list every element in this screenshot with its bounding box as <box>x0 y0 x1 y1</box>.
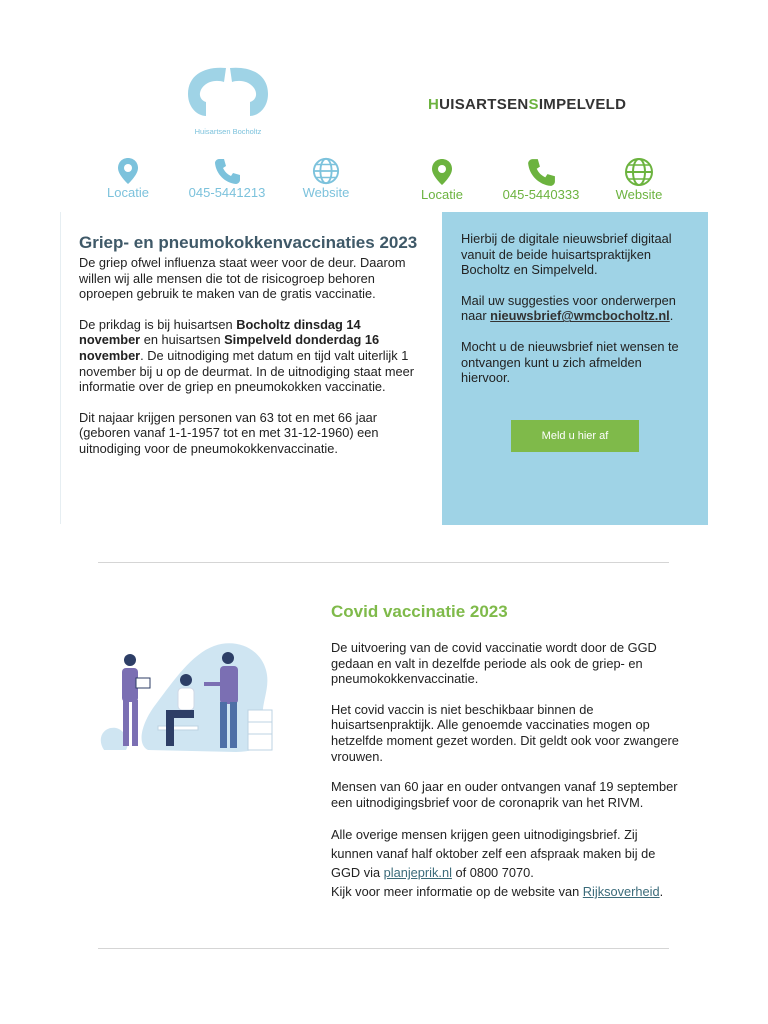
flu-article <box>79 232 424 472</box>
brand-word-impelveld: IMPELVELD <box>538 96 627 113</box>
rijksoverheid-link[interactable]: Rijksoverheid <box>582 884 660 900</box>
newsletter-email-link[interactable]: nieuwsbrief@wmcbocholtz.nl <box>490 308 670 324</box>
panel-suggestions <box>461 293 693 324</box>
text-span: . <box>669 308 674 324</box>
phone-icon <box>526 157 556 187</box>
bocholtz-logo-mark <box>186 64 270 120</box>
covid-article-p4 <box>331 825 681 901</box>
left-column-divider <box>60 212 61 524</box>
text-span: De prikdag is bij huisartsen <box>79 316 237 332</box>
panel-unsubscribe-text: Mocht u de nieuwsbrief niet wensen te ontvangen kunt u zich afmelden hiervoor. <box>461 338 679 386</box>
right-location-link[interactable] <box>414 157 470 202</box>
left-location-link[interactable] <box>100 157 156 200</box>
bocholtz-logo <box>186 64 270 134</box>
left-phone-link[interactable] <box>184 157 270 200</box>
text-span: . De uitnodiging met datum en tijd valt uiterlijk 1 november bij u op de deurmat. In de uitnodiging staat meer informatie over de griep en pneumokokken vaccinatie. <box>79 347 415 395</box>
newsletter-info-panel <box>442 212 708 525</box>
covid-article-p1: De uitvoering van de covid vaccinatie wordt door de GGD gedaan en valt in dezelfde periode als ook de griep- en pneumokokkenvaccinatie. <box>331 640 657 687</box>
left-website-link[interactable] <box>296 157 356 200</box>
text-span: of 0800 7070. <box>451 865 534 881</box>
text-span: Mail uw suggesties voor onderwerpen naar <box>461 292 676 324</box>
bocholtz-logo-caption: Huisartsen Bocholtz <box>194 127 262 136</box>
planjeprik-link[interactable]: planjeprik.nl <box>383 865 452 881</box>
covid-article-title: Covid vaccinatie 2023 <box>331 602 508 621</box>
brand-letter-s: S <box>528 96 539 113</box>
text-span: Kijk voor meer informatie op de website van <box>331 884 583 900</box>
left-website-label: Website <box>302 185 350 200</box>
right-location-label: Locatie <box>421 187 463 202</box>
globe-icon <box>311 157 341 185</box>
bocholtz-date: Bocholtz dinsdag 14 november <box>79 316 361 348</box>
flu-article-pneumo: Dit najaar krijgen personen van 63 tot en met 66 jaar (geboren vanaf 1-1-1957 tot en met 31-12-1960) een uitnodiging voor de pneumokokkenvaccinatie. <box>79 409 379 456</box>
vaccination-illustration <box>96 634 286 756</box>
simpelveld-brand <box>428 96 626 113</box>
flu-article-title: Griep- en pneumokokkenvaccinaties 2023 <box>79 233 418 252</box>
text-span: en huisartsen <box>140 332 225 348</box>
covid-article-p3: Mensen van 60 jaar en ouder ontvangen vanaf 19 september een uitnodigingsbrief voor de coronaprik van het RIVM. <box>331 779 678 810</box>
right-phone-link[interactable] <box>498 157 584 202</box>
flu-article-dates <box>79 317 424 395</box>
right-website-link[interactable] <box>609 157 669 202</box>
brand-word-uisartsen: UISARTSEN <box>439 96 529 113</box>
flu-article-intro: De griep ofwel influenza staat weer voor de deur. Daarom willen wij alle mensen die tot de risicogroep behoren oproepen gebruik te maken van de gratis vaccinatie. <box>79 255 406 302</box>
brand-letter-h: H <box>428 96 440 113</box>
text-span: . <box>659 884 664 900</box>
location-pin-icon <box>117 157 139 185</box>
phone-icon <box>213 157 241 185</box>
panel-intro: Hierbij de digitale nieuwsbrief digitaal vanuit de beide huisartspraktijken Bocholtz en Simpelveld. <box>461 231 672 278</box>
unsubscribe-button[interactable]: Meld u hier af <box>511 420 639 452</box>
location-pin-icon <box>431 157 453 187</box>
section-divider-bottom <box>98 948 669 949</box>
left-location-label: Locatie <box>107 185 149 200</box>
section-divider <box>98 562 669 563</box>
covid-article <box>331 601 681 916</box>
text-span: Alle overige mensen krijgen geen uitnodigingsbrief. Zij kunnen vanaf half oktober zelf een afspraak maken bij de GGD via <box>331 827 656 881</box>
right-website-label: Website <box>615 187 663 202</box>
globe-icon <box>623 157 655 187</box>
covid-article-p2: Het covid vaccin is niet beschikbaar binnen de huisartsenpraktijk. Alle genoemde vaccinaties mogen op hetzelfde moment gezet worden. Dit geldt ook voor zwangere vrouwen. <box>331 701 679 764</box>
left-phone-label: 045-5441213 <box>188 185 266 200</box>
vaccination-scene-image <box>96 634 286 756</box>
simpelveld-date: Simpelveld donderdag 16 november <box>79 332 380 363</box>
right-phone-label: 045-5440333 <box>502 187 580 202</box>
